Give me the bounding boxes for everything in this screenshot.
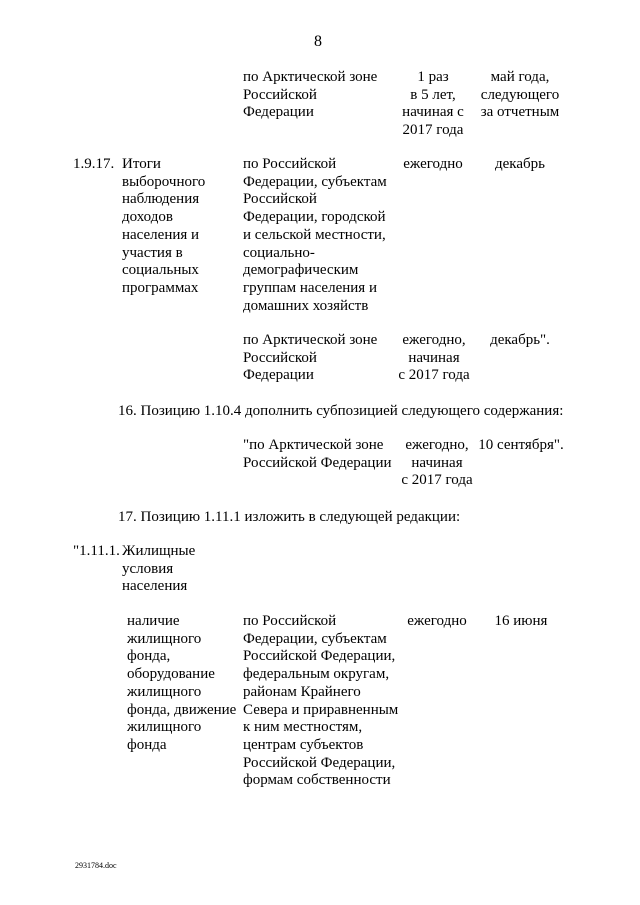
row-1-11-1-deadline: 16 июня bbox=[494, 613, 548, 629]
page-number: 8 bbox=[314, 33, 322, 50]
row-1-9-17-frequency: ежегодно bbox=[403, 156, 463, 172]
row-1-9-17-territory: по Российской Федерации, субъектам Российской Федерации, городской и сельской местности, социально- демографическим группам населения и домашних хозяйств bbox=[243, 156, 387, 314]
row-1-9-17-number: 1.9.17. bbox=[73, 156, 115, 172]
row-1-11-1-title: Жилищные условия населения bbox=[122, 543, 196, 595]
continued-row-frequency: 1 раз в 5 лет, начиная с 2017 года bbox=[402, 69, 464, 139]
row-1-9-17-arctic-deadline: декабрь". bbox=[490, 332, 550, 348]
row-1-11-1-territory: по Российской Федерации, субъектам Российской Федерации, федеральным округам, районам Крайнего Севера и приравненным к ним местностям, центрам субъектов Российской Федерации, формам собственности bbox=[243, 613, 399, 789]
subposition-1-10-4-deadline: 10 сентября". bbox=[478, 437, 564, 453]
footer-file-name: 2931784.doc bbox=[75, 861, 117, 870]
paragraph-16: 16. Позицию 1.10.4 дополнить субпозицией следующего содержания: bbox=[118, 403, 564, 419]
row-1-9-17-indicator: Итоги выборочного наблюдения доходов населения и участия в социальных программах bbox=[122, 156, 206, 296]
paragraph-17: 17. Позицию 1.11.1 изложить в следующей редакции: bbox=[118, 509, 461, 525]
row-1-11-1-number: "1.11.1. bbox=[73, 543, 120, 559]
row-1-11-1-indicator: наличие жилищного фонда, оборудование жилищного фонда, движение жилищного фонда bbox=[127, 613, 237, 753]
continued-row-deadline: май года, следующего за отчетным bbox=[480, 69, 560, 121]
row-1-9-17-deadline: декабрь bbox=[495, 156, 545, 172]
row-1-9-17-arctic-frequency: ежегодно, начиная с 2017 года bbox=[398, 332, 470, 384]
row-1-9-17-arctic-territory: по Арктической зоне Российской Федерации bbox=[243, 332, 378, 384]
row-1-11-1-frequency: ежегодно bbox=[407, 613, 467, 629]
continued-row-territory: по Арктической зоне Российской Федерации bbox=[243, 69, 378, 121]
subposition-1-10-4-frequency: ежегодно, начиная с 2017 года bbox=[401, 437, 473, 489]
subposition-1-10-4-territory: "по Арктической зоне Российской Федерации bbox=[243, 437, 392, 471]
